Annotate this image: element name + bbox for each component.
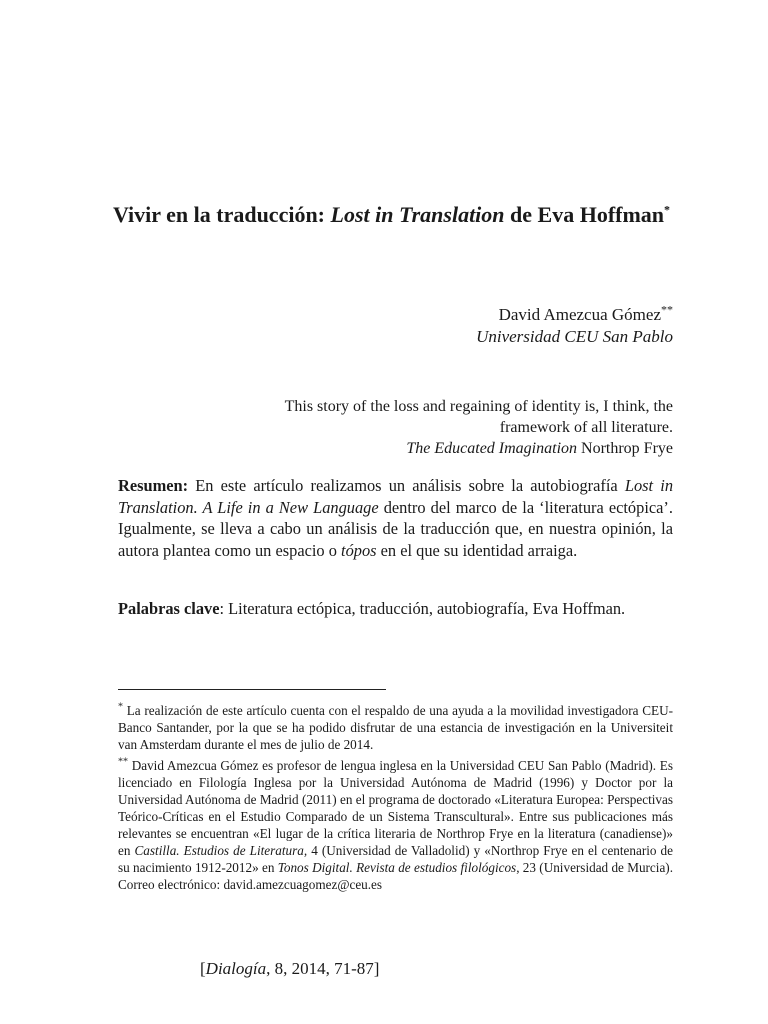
citation-open: [ (200, 959, 206, 978)
footnote-divider (118, 689, 386, 690)
title-footnote-mark: * (664, 202, 671, 217)
author-line (476, 304, 673, 326)
author-footnote-mark: ** (661, 302, 673, 317)
epigraph-source-author: Northrop Frye (577, 440, 673, 457)
footnote-2-italic-2: Tonos Digital. Revista de estudios filológicos (277, 860, 517, 875)
author-affiliation: Universidad CEU San Pablo (476, 327, 673, 346)
keywords-paragraph (118, 598, 673, 620)
epigraph-source-title: The Educated Imagination (406, 440, 578, 457)
keywords-label: Palabras clave (118, 599, 220, 618)
journal-citation (200, 958, 379, 980)
abstract-text-3: en el que su identidad arraiga. (376, 540, 578, 560)
footnote-2-italic-1: Castilla. Estudios de Literatura, (134, 843, 308, 858)
abstract-text-2: dentro del marco de la ‘literatura ectópica’. Igualmente, se lleva a cabo un análisis de la traducción que, en nuestra opinión, la autora plantea como un espacio o (118, 497, 673, 560)
abstract-italic-1: Lost in Translation. A Life in a New Language (118, 476, 674, 517)
footnote-2-text-3: , 23 (Universidad de Murcia). Correo electrónico: david.amezcuagomez@ceu.es (118, 860, 673, 892)
abstract-paragraph (118, 475, 673, 561)
epigraph (273, 396, 673, 459)
footnote-1 (118, 702, 673, 753)
footnote-2-text-1: David Amezcua Gómez es profesor de lengua inglesa en la Universidad CEU San Pablo (Madrid). Es licenciado en Filología Inglesa por la Universidad Autónoma de Madrid (1996) y Doctor por la Universidad Autónoma de Madrid (2011) en el programa de doctorado «Literatura Europea: Perspectivas Teórico-Críticas en el Estudio Comparado de un Sistema Transcultural». Entre sus publicaciones más relevantes se encuentran «El lugar de la crítica literaria de Northrop Frye en la literatura (canadiense)» en (118, 758, 673, 858)
abstract-label: Resumen: (118, 476, 189, 495)
title-part-3: de Eva Hoffman (504, 202, 665, 227)
epigraph-source (273, 438, 673, 459)
epigraph-quote: This story of the loss and regaining of identity is, I think, the framework of all literature. (284, 398, 673, 436)
author-name: David Amezcua Gómez (498, 305, 661, 324)
title-italic-part: Lost in Translation (330, 202, 505, 227)
footnote-2-text-2: 4 (Universidad de Valladolid) y «Northrop Frye en el centenario de su nacimiento 1912-2012» en (118, 843, 674, 875)
footnote-1-mark: * (118, 701, 123, 713)
citation-journal: Dialogía (205, 959, 267, 978)
footnote-1-text: La realización de este artículo cuenta con el respaldo de una ayuda a la movilidad investigadora CEU-Banco Santander, por la que se ha podido disfrutar de una estancia de investigación en la Universiteit van Amsterdam durante el mes de julio de 2014. (118, 703, 673, 752)
author-block (476, 304, 673, 348)
title-part-1: Vivir en la traducción: (112, 202, 331, 227)
abstract-italic-2: tópos (341, 540, 377, 560)
citation-rest: , 8, 2014, 71-87] (266, 959, 380, 978)
keywords-text: : Literatura ectópica, traducción, autobiografía, Eva Hoffman. (219, 599, 626, 618)
footnote-2 (118, 757, 673, 893)
article-title (110, 200, 673, 230)
abstract-text-1: En este artículo realizamos un análisis sobre la autobiografía (188, 476, 625, 495)
footnote-2-mark: ** (118, 756, 128, 768)
